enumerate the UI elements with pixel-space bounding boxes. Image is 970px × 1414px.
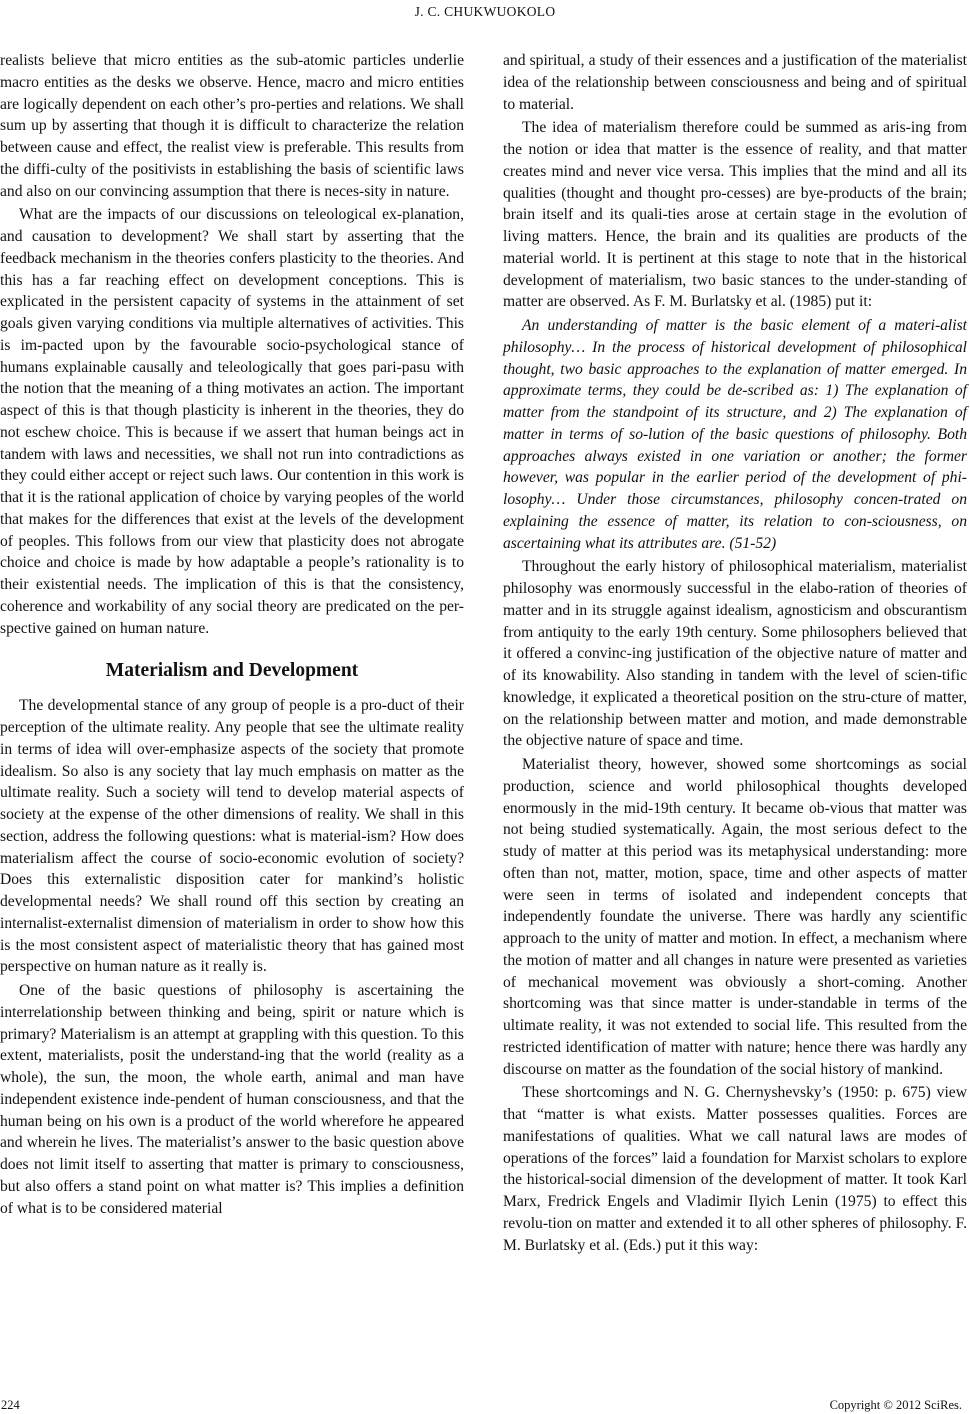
paragraph: What are the impacts of our discussions on teleological ex-planation, and causation to development? We shall start by asserting that the feedback mechanism in the theories confers plasticity to the theories. And this has a far reaching effect on development conceptions. This is explicated in the persistent capacity of systems in the attainment of set goals given varying conditions via multiple alternatives of activities. This is im-pacted upon by the favourable socio-psychological stance of humans explainable causally and teleologically that goes pari-pasu with the notion that the meaning of a thing motivates an action. The important aspect of this is that though plasticity is inherent in the theories, they do not eschew choice. This is because if we assert that human beings act in tandem with laws and necessities, we shall not run into contradictions as they could either accept or reject such laws. Our contention in this work is that it is the rational application of choice by varying peoples of the world that makes for the differences that exist at the levels of the development of peoples. This follows from our view that plasticity does not abrogate choice and choice is made by how adaptable a people’s rationality is to their existential needs. The implication of this is that the consistency, coherence and workability of any social theory are predicated on the per-spective gained on human nature. <box>0 206 464 637</box>
page-number: 224 <box>1 1398 20 1412</box>
paragraph: Materialist theory, however, showed some shortcomings as social production, science and world philosophical thoughts developed enormously in the mid-19th century. It became ob-vious that matter was not being studied systematically. Again, the most serious defect to the study of matter at this period was its metaphysical understanding: more often than not, matter, motion, space, time and other aspects of matter were seen in terms of isolated and independent concepts that independently foundate the universe. There was hardly any scientific approach to the unity of matter and motion. In effect, a mechanism where the motion of matter and all changes in nature were presented as varieties of mechanical movement was obviously a short-coming. Another shortcoming was that since matter is under-standable in terms of the ultimate reality, it was not extended to social life. This resulted from the restricted identification of matter with nature; hence there was hardly any discourse on matter as the foundation of the social history of mankind. <box>503 756 967 1078</box>
section-heading: Materialism and Development <box>105 660 359 682</box>
paragraph: realists believe that micro entities as the sub-atomic particles underlie macro entities as the desks we observe. Hence, macro and micro entities are logically dependent on each other’s pro-perties and relations. We shall sum up by asserting that though it is difficult to characterize the relation between cause and effect, the realist view is preferable. This results from the diffi-culty of the positivists in establishing the basis of scientific laws and also on our convincing assumption that there is neces-sity in nature. <box>0 52 464 200</box>
paragraph: These shortcomings and N. G. Chernyshevsky’s (1950: p. 675) view that “matter is what exists. Matter possesses qualities. Forces are manifestations of qualities. What we call natural laws are modes of operations of the forces” laid a foundation for Marxist scholars to explore the historical-social dimension of the development of matter. It took Karl Marx, Fredrick Engels and Vladimir Ilyich Lenin (1975) to effect this revolu-tion on matter and extended it to all other spheres of philosophy. F. M. Burlatsky et al. (Eds.) put it this way: <box>503 1084 967 1254</box>
copyright-notice: Copyright © 2012 SciRes. <box>829 1398 962 1412</box>
running-head: J. C. CHUKWUOKOLO <box>414 4 556 19</box>
paragraph: Throughout the early history of philosophical materialism, materialist philosophy was enormously successful in the elabo-ration of theories of matter and in its struggle against idealism, agnosticism and obscurantism from antiquity to the early 19th century. Some philosophers believed that it offered a convinc-ing justification of the objective nature of matter and of its knowability. Also standing in tandem with the level of scien-tific knowledge, it explicated a theoretical position on the stru-cture of matter, on the relationship between matter and motion, and made demonstrable the objective nature of space and time. <box>503 558 967 750</box>
paragraph: One of the basic questions of philosophy is ascertaining the interrelationship between thinking and being, spirit or nature which is primary? Materialism is an attempt at grappling with this question. To this extent, materialists, posit the understand-ing that the world (reality as a whole), the sun, the moon, the whole earth, animal and man have independent existence inde-pendent of human consciousness, and that the human being on his own is a product of the world wherefore he appeared and wherein he lives. The materialist’s answer to the basic question above does not limit itself to asserting that matter is primary to consciousness, but also offers a stand point on what matter is? This implies a definition of what is to be considered material <box>0 982 464 1217</box>
left-column <box>0 50 464 1219</box>
paragraph: The developmental stance of any group of people is a pro-duct of their perception of the ultimate reality. Any people that see the ultimate reality in terms of idea will over-emphasize aspects of the society that promote idealism. So also is any society that lay much emphasis on matter as the ultimate reality. Such a society will tend to develop material aspects of society at the expense of the other dimensions of reality. We shall in this section, address the following questions: what is material-ism? How does materialism affect the course of socio-economic evolution of society? Does this externalistic disposition cater for mankind’s holistic developmental needs? We shall round off this section by creating an internalist-externalist dimension of materialism in order to show how this is the most consistent aspect of materialistic theory that has gained most perspective on human nature as it really is. <box>0 697 464 976</box>
paragraph: The idea of materialism therefore could be summed as aris-ing from the notion or idea that matter is the essence of reality, and that matter creates mind and never vice versa. This implies that the mind and all its qualities (thought and thought pro-cesses) are bye-products of the brain; brain itself and its quali-ties arose at certain stage in the evolution of living matters. Hence, the brain and its qualities are products of the material world. It is pertinent at this stage to note that in the historical development of materialism, two basic stances to the under-standing of matter are observed. As F. M. Burlatsky et al. (1985) put it: <box>503 119 967 311</box>
paragraph: and spiritual, a study of their essences and a justification of the materialist idea of the relationship between consciousness and being and of spiritual to material. <box>503 52 967 113</box>
right-column <box>503 50 967 1256</box>
block-quote: An understanding of matter is the basic element of a materi-alist philosophy… In the process of historical development of philosophical thought, two basic approaches to the explanation of matter emerged. In approximate terms, they could be de-scribed as: 1) The explanation of matter from the standpoint of its structure, and 2) The explanation of matter in terms of so-lution of the basic questions of philosophy. Both approaches always existed in one variation or another; the former however, was popular in the earlier period of the development of phi-losophy… Under those circumstances, philosophy concen-trated on explaining the essence of matter, its relation to con-sciousness, on ascertaining what its attributes are. (51-52) <box>503 317 967 552</box>
